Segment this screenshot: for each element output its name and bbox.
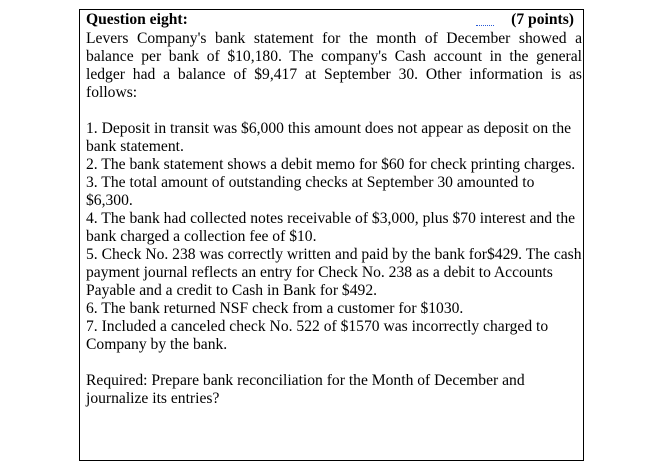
question-header [86, 11, 582, 30]
spacer [86, 354, 582, 372]
list-item: 3. The total amount of outstanding checks at September 30 amounted to $6,300. [86, 174, 535, 209]
question-document [86, 11, 582, 408]
intro-paragraph: Levers Company's bank statement for the month of December showed a balance per bank of $10,180. The company's Cash account in the general ledger had a balance of $9,417 at September 30. Other information is as follows: [86, 30, 582, 101]
points-label: (7 points) [511, 11, 574, 28]
dotted-leader [476, 24, 494, 26]
spacer [86, 102, 582, 120]
question-title: Question eight: [86, 11, 188, 28]
list-item: 5. Check No. 238 was correctly written and paid by the bank for$429. The cash payment journal reflects an entry for Check No. 238 as a debit to Accounts Payable and a credit to Cash in Bank for $492. [86, 246, 582, 299]
required-paragraph: Required: Prepare bank reconciliation for the Month of December and journalize its entries? [86, 372, 525, 407]
list-item: 1. Deposit in transit was $6,000 this amount does not appear as deposit on the bank statement. [86, 120, 572, 155]
list-item: 2. The bank statement shows a debit memo for $60 for check printing charges. [86, 156, 576, 173]
list-item: 7. Included a canceled check No. 522 of $1570 was incorrectly charged to Company by the bank. [86, 318, 549, 353]
list-item: 6. The bank returned NSF check from a customer for $1030. [86, 300, 464, 317]
list-item: 4. The bank had collected notes receivable of $3,000, plus $70 interest and the bank charged a collection fee of $10. [86, 210, 576, 245]
